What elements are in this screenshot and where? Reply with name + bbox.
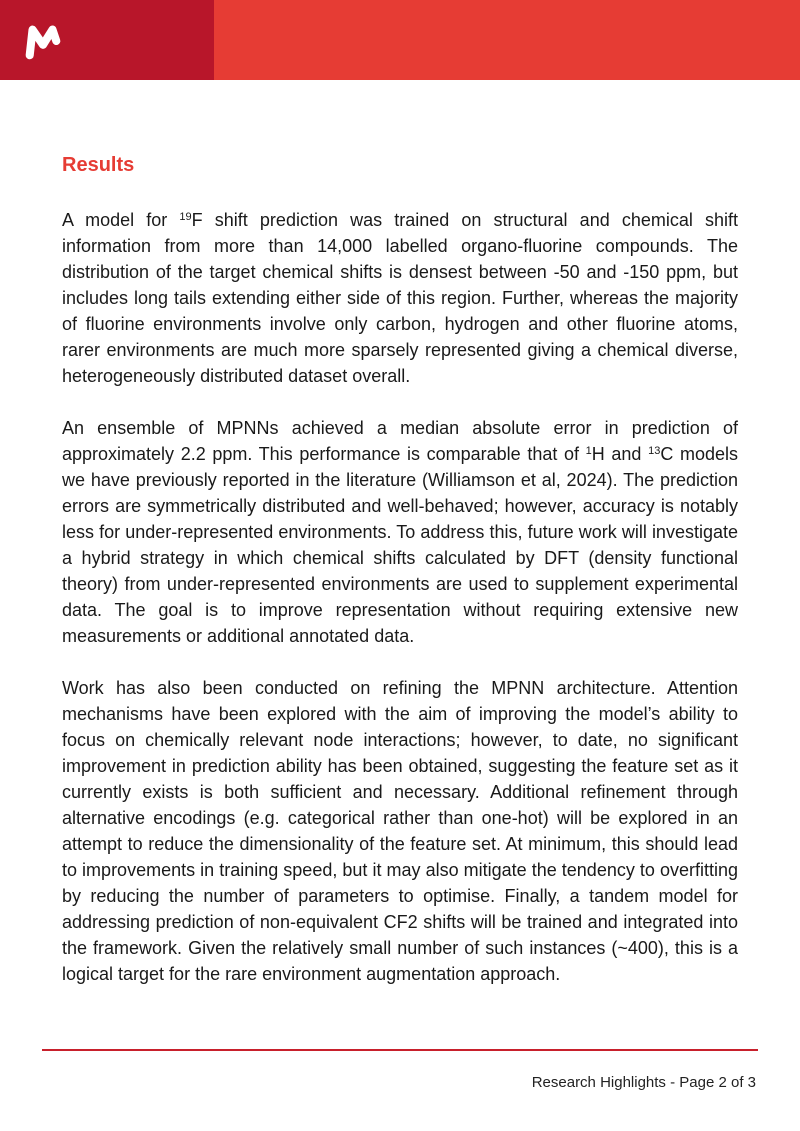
paragraph-3: Work has also been conducted on refining the MPNN architecture. Attention mechanisms have been explored with the aim of improving the model’s ability to focus on chemically relevant node interactions; however, to date, no significant improvement in prediction ability has been obtained, suggesting the feature set as it currently exists is both sufficient and necessary. Additional refinement through alternative encodings (e.g. categorical rather than one-hot) will be explored in an attempt to reduce the dimensionality of the feature set. At minimum, this should lead to improvements in training speed, but it may also mitigate the tendency to overfitting by reducing the number of parameters to optimise. Finally, a tandem model for addressing prediction of non-equivalent CF2 shifts will be trained and integrated into the framework. Given the relatively small number of such instances (~400), this is a logical target for the rare environment augmentation approach. xyxy=(62,678,738,984)
header-bar xyxy=(0,0,800,80)
paragraph-1: A model for $^{19}$F shift prediction was trained on structural and chemical shift information from more than 14,000 labelled organo-fluorine compounds. The distribution of the target chemical shifts is densest between -50 and -150 ppm, but includes long tails extending either side of this region. Further, whereas the majority of fluorine environments involve only carbon, hydrogen and other fluorine atoms, rarer environments are much more sparsely represented giving a chemical diverse, heterogeneously distributed dataset overall. xyxy=(62,210,738,386)
paragraph-2: An ensemble of MPNNs achieved a median absolute error in prediction of approximately 2.2 ppm. This performance is comparable that of $^1$H and $^{13}$C models we have previously reported in the literature (Williamson et al, 2024). The prediction errors are symmetrically distributed and well-behaved; however, accuracy is notably less for under-represented environments. To address this, future work will investigate a hybrid strategy in which chemical shifts calculated by DFT (density functional theory) from under-represented environments are used to supplement experimental data. The goal is to improve representation without requiring extensive new measurements or additional annotated data. xyxy=(62,418,738,646)
logo-block xyxy=(0,0,214,80)
m-logo-icon xyxy=(24,22,62,60)
section-title: Results xyxy=(62,154,135,176)
footer-rule xyxy=(42,1049,758,1051)
body-text xyxy=(62,207,738,1013)
footer-page-label: Research Highlights - Page 2 of 3 xyxy=(531,1074,756,1091)
